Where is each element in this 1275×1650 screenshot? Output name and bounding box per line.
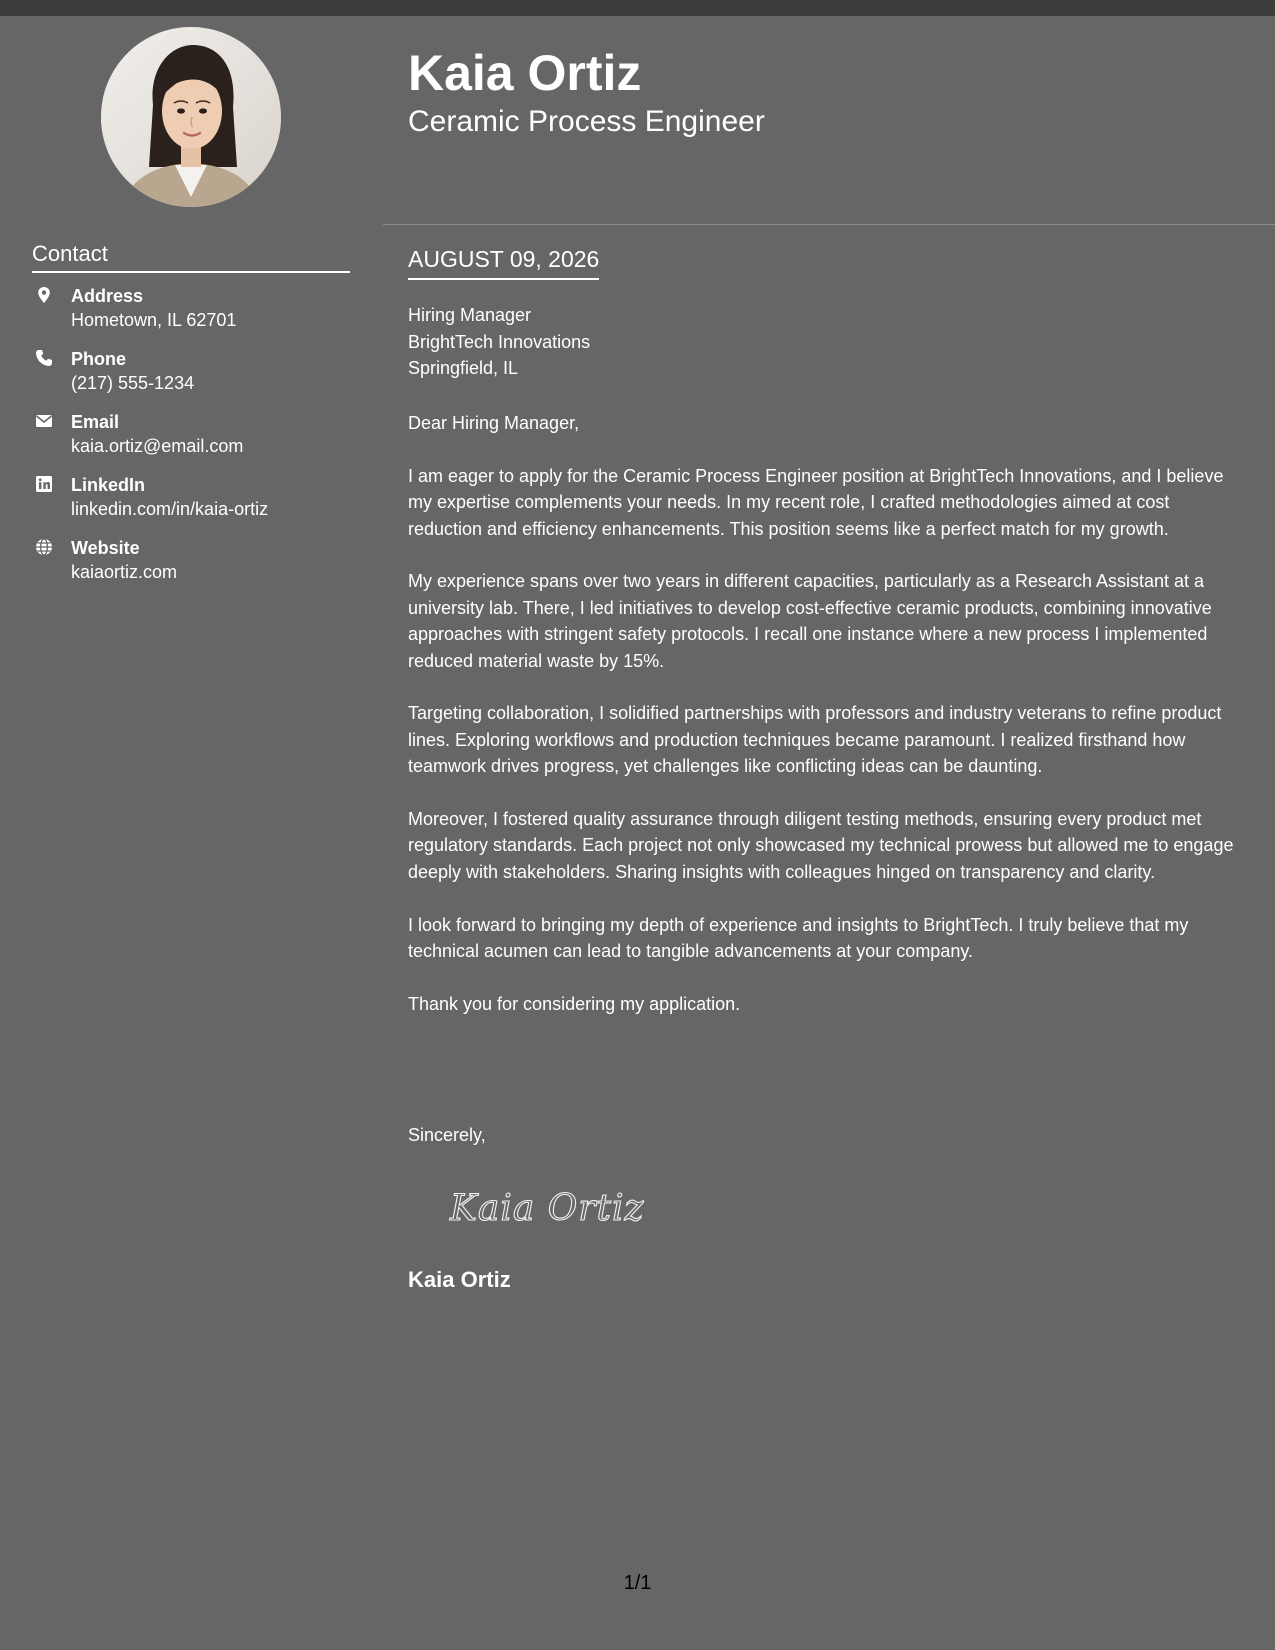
recipient-location: Springfield, IL: [408, 358, 519, 378]
closing: Sincerely,: [408, 1125, 486, 1145]
page-number: 1/1: [623, 1572, 652, 1594]
signature-name: Kaia Ortiz: [408, 1267, 511, 1292]
contact-value-email[interactable]: kaia.ortiz@email.com: [71, 436, 244, 456]
contact-label-email: Email: [71, 412, 120, 432]
contact-heading: Contact: [32, 239, 350, 273]
letter-paragraph: Thank you for considering my application.: [408, 993, 741, 1014]
location-pin-icon: [35, 286, 53, 304]
recipient-company: BrightTech Innovations: [408, 331, 591, 352]
contact-value-address: Hometown, IL 62701: [71, 310, 237, 330]
contact-label-website: Website: [71, 538, 140, 558]
letter-body: [408, 410, 1243, 1044]
contact-item-email: [32, 410, 362, 473]
contact-item-phone: [32, 347, 362, 410]
letter-paragraph: I am eager to apply for the Ceramic Process Engineer position at BrightTech Innovations, and I believe my expertise complements your needs. In my recent role, I crafted methodologies aimed at cost reduction and efficiency enhancements. This position seems like a perfect match for my growth.: [408, 465, 1224, 539]
contact-item-address: [32, 284, 362, 347]
letter-paragraph: Moreover, I fostered quality assurance through diligent testing methods, ensuring every product met regulatory standards. Each project not only showcased my technical prowess but allowed me to engage deeply with stakeholders. Sharing insights with colleagues hinged on transparency and clarity.: [408, 809, 1234, 882]
salutation: Dear Hiring Manager,: [408, 413, 580, 433]
phone-icon: [35, 349, 53, 367]
envelope-icon: [35, 412, 53, 430]
profile-photo: [101, 27, 281, 207]
handwritten-signature: [448, 1178, 648, 1238]
recipient-block: [408, 302, 590, 382]
letter-paragraph: Targeting collaboration, I solidified partnerships with professors and industry veterans to refine product lines. Exploring workflows and production techniques became paramount. I realized firsthand how teamwork drives progress, yet challenges like conflicting ideas can be daunting.: [408, 703, 1222, 777]
letter-paragraph: My experience spans over two years in different capacities, particularly as a Research Assistant at a university lab. There, I led initiatives to develop cost-effective ceramic products, combining innovative approaches with stringent safety protocols. I recall one instance where a new process I implemented reduced material waste by 15%.: [408, 571, 1212, 671]
contact-value-linkedin[interactable]: linkedin.com/in/kaia-ortiz: [71, 499, 269, 519]
globe-icon: [35, 538, 53, 556]
header-divider: [383, 224, 1275, 225]
top-bar: [0, 0, 1275, 16]
contact-value-website[interactable]: kaiaortiz.com: [71, 562, 178, 582]
contact-item-website: [32, 536, 362, 599]
signature-script: Kaia Ortiz: [450, 1188, 645, 1229]
contact-label-phone: Phone: [71, 349, 127, 369]
contact-list: [32, 284, 362, 599]
letter-date: AUGUST 09, 2026: [408, 244, 599, 280]
contact-label-linkedin: LinkedIn: [71, 475, 146, 495]
linkedin-icon: [35, 475, 53, 493]
recipient-line: Hiring Manager: [408, 305, 532, 325]
contact-value-phone: (217) 555-1234: [71, 373, 195, 393]
letter-paragraph: I look forward to bringing my depth of experience and insights to BrightTech. I truly believe that my technical acumen can lead to tangible advancements at your company.: [408, 914, 1189, 962]
contact-item-linkedin: [32, 473, 362, 536]
applicant-name: Kaia Ortiz: [408, 45, 642, 101]
job-title: Ceramic Process Engineer: [408, 105, 765, 138]
contact-label-address: Address: [71, 286, 144, 306]
